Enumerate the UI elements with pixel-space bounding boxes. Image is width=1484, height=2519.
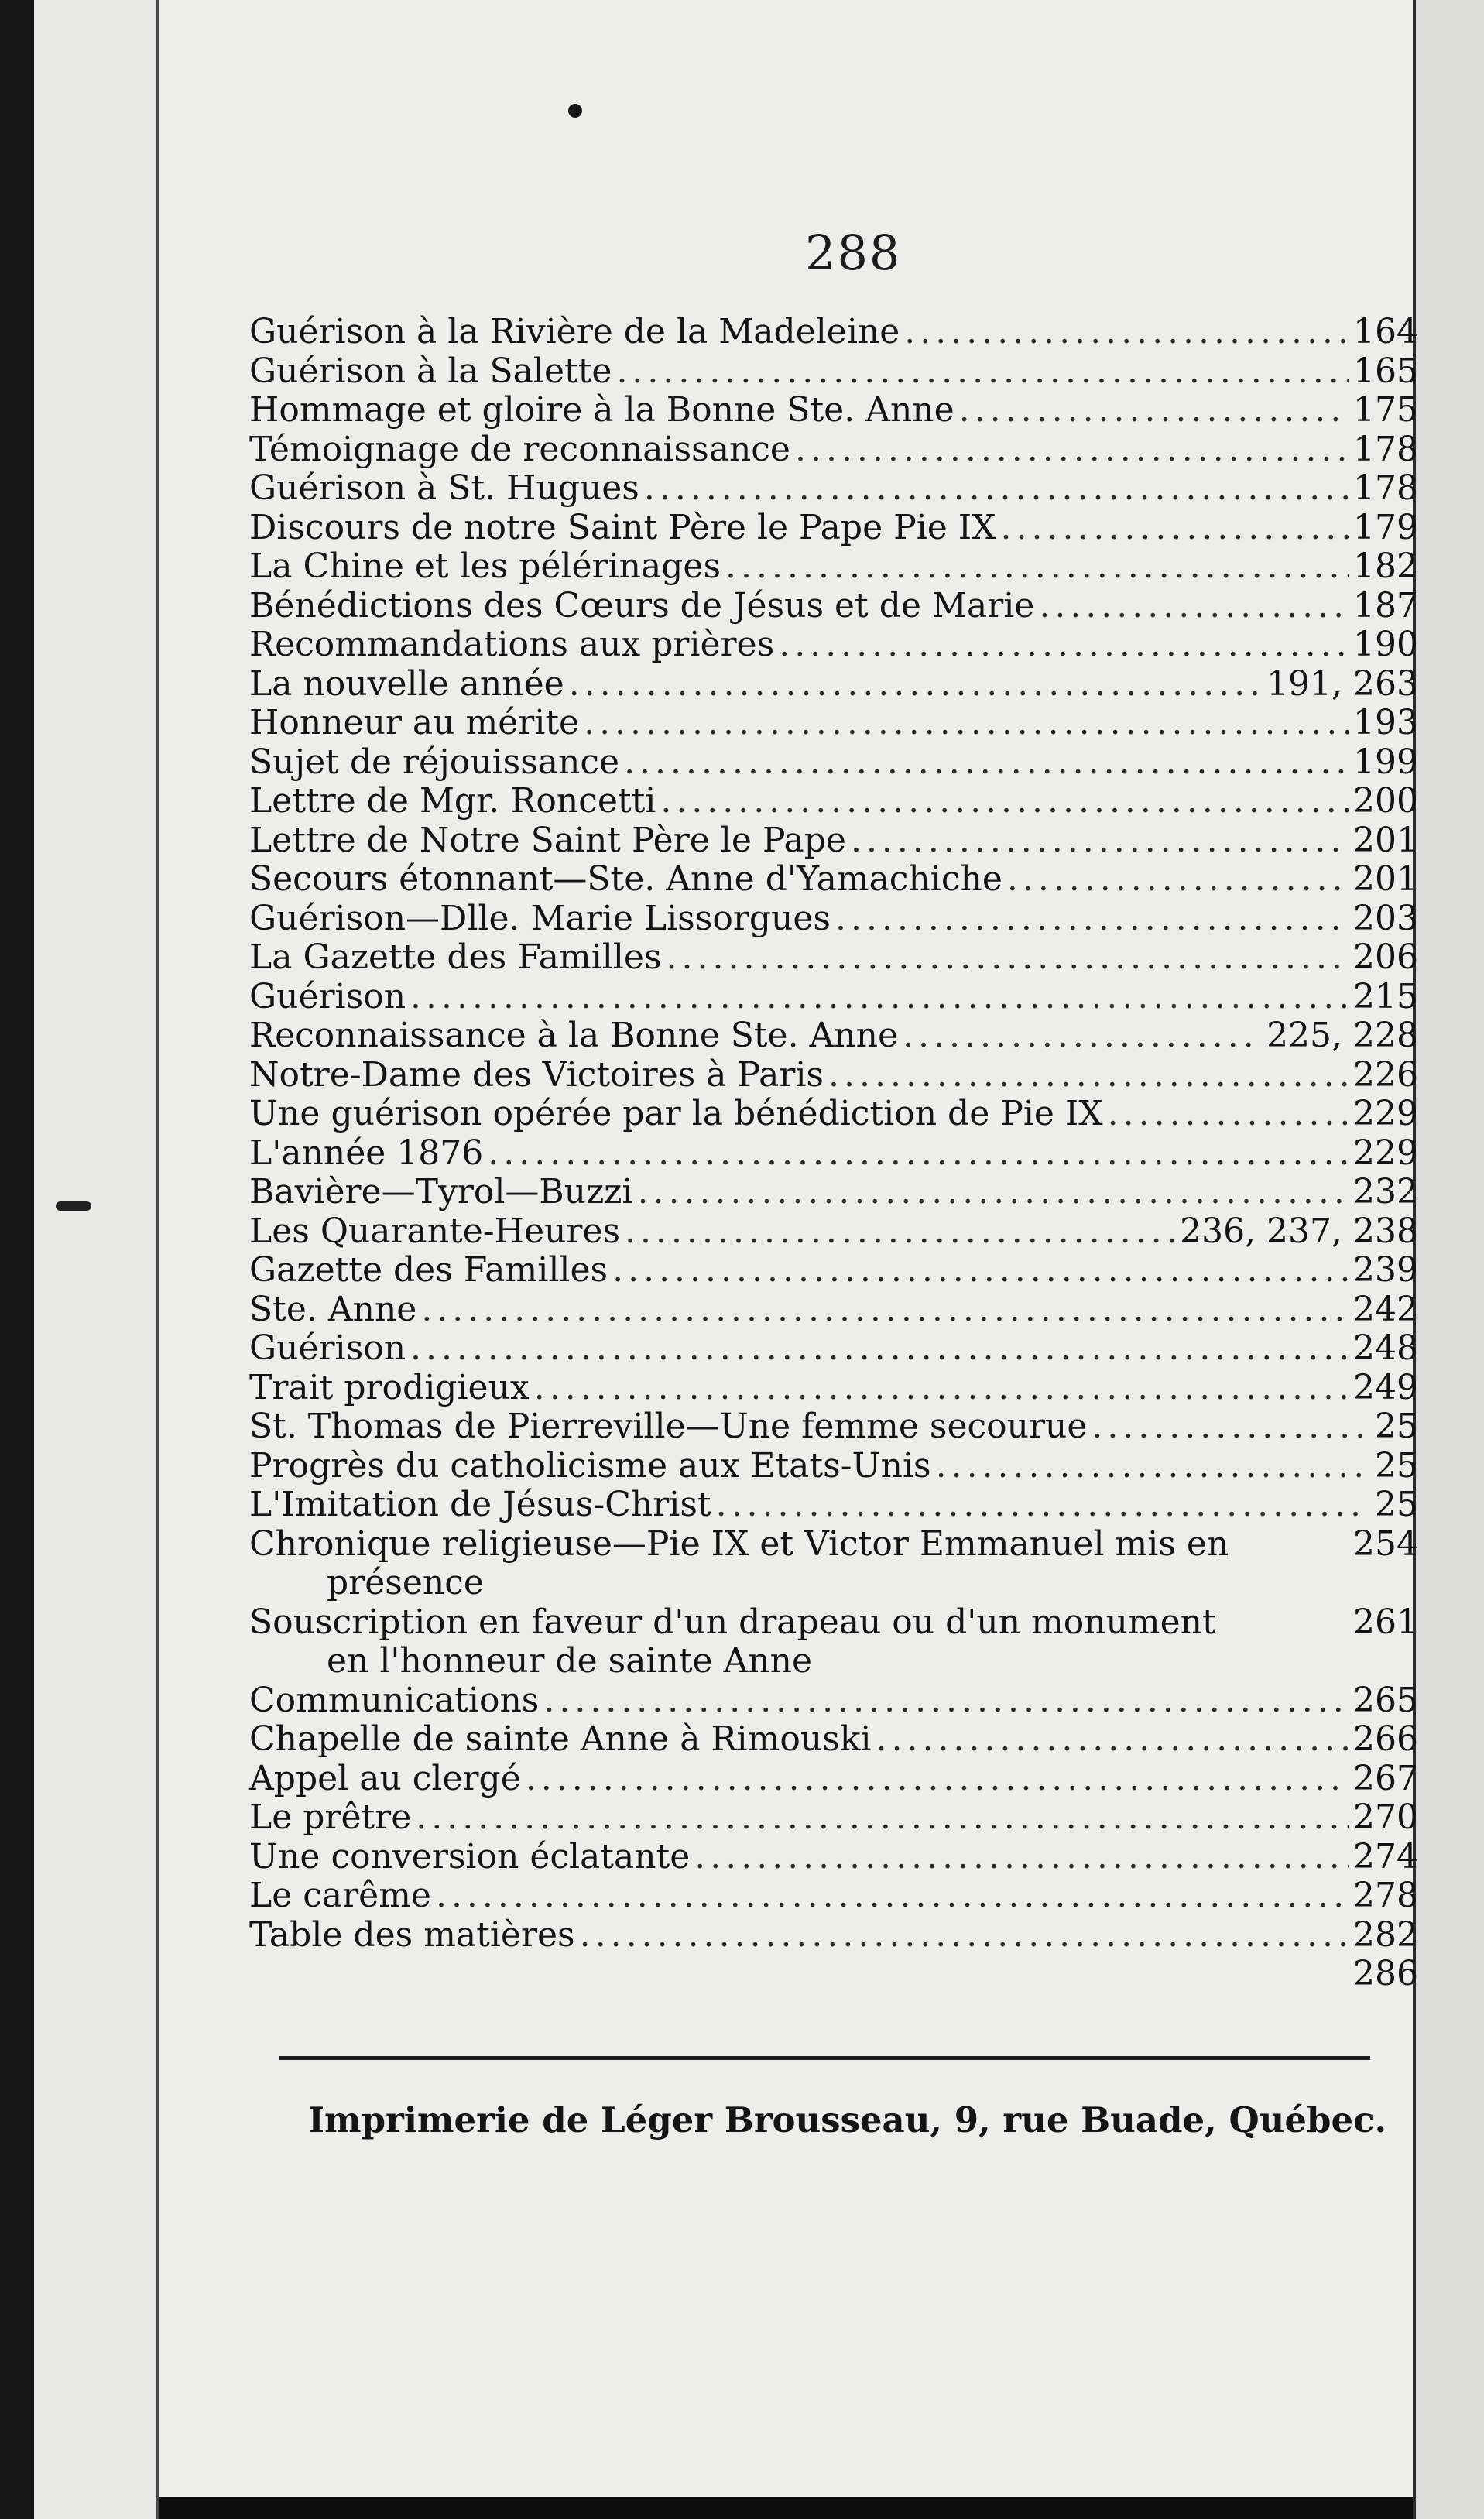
dot-leader <box>410 1329 1349 1369</box>
toc-entry-pages: 254 <box>1353 1523 1418 1564</box>
toc-entry <box>249 1212 1418 1252</box>
toc-entry-pages: 178 <box>1353 468 1418 508</box>
toc-entry <box>249 900 1418 939</box>
dot-leader <box>616 352 1349 392</box>
toc-entry-title: présence <box>327 1563 484 1602</box>
dot-leader <box>660 782 1349 821</box>
toc-entry <box>249 938 1418 978</box>
toc-entry <box>249 1056 1418 1095</box>
table-of-contents <box>249 313 1418 1994</box>
dot-leader <box>959 391 1349 430</box>
dot-leader <box>580 1916 1349 1955</box>
dot-leader <box>1039 587 1349 626</box>
toc-entry-title: Hommage et gloire à la Bonne Ste. Anne <box>249 390 954 430</box>
toc-entry <box>249 625 1418 665</box>
toc-entry-pages: 249 <box>1353 1367 1418 1407</box>
toc-entry-pages: 182 <box>1353 547 1418 586</box>
toc-entry <box>249 1916 1418 1955</box>
toc-entry-title: La Gazette des Familles <box>249 937 662 977</box>
toc-entry-pages: 187 <box>1353 585 1418 625</box>
toc-entry <box>249 1447 1418 1486</box>
toc-entry-pages: 236, 237, 238 <box>1180 1211 1418 1251</box>
dot-leader <box>1092 1407 1367 1447</box>
toc-entry <box>249 1642 1418 1681</box>
toc-entry <box>249 1681 1418 1721</box>
toc-entry <box>249 430 1418 470</box>
dot-leader <box>612 1251 1349 1290</box>
toc-entry-pages: 226 <box>1353 1054 1418 1095</box>
toc-entry-pages: 165 <box>1353 351 1418 391</box>
toc-entry <box>249 1603 1418 1643</box>
toc-entry <box>249 1173 1418 1212</box>
toc-entry <box>249 1798 1418 1838</box>
toc-entry-title: Guérison à la Salette <box>249 351 612 391</box>
dot-leader <box>1108 1095 1349 1134</box>
dot-leader <box>828 1056 1349 1095</box>
dot-leader <box>543 1681 1349 1721</box>
toc-entry-pages: 201 <box>1353 859 1418 899</box>
toc-entry-pages: 229 <box>1353 1133 1418 1173</box>
toc-entry <box>249 547 1418 587</box>
dot-leader <box>410 978 1349 1017</box>
dot-leader <box>716 1486 1367 1525</box>
toc-entry-title: Trait prodigieux <box>249 1367 530 1407</box>
toc-entry-pages: 190 <box>1353 625 1418 664</box>
toc-entry <box>249 665 1418 704</box>
toc-entry-pages: 178 <box>1353 429 1418 469</box>
toc-entry-title: Honneur au mérite <box>249 703 580 742</box>
toc-entry <box>249 821 1418 861</box>
toc-entry <box>249 1290 1418 1330</box>
toc-entry-pages: 25 <box>1375 1445 1418 1486</box>
dot-leader <box>903 1016 1262 1056</box>
dot-leader <box>638 1173 1349 1212</box>
toc-entry-pages: 267 <box>1353 1758 1418 1798</box>
toc-entry-pages: 282 <box>1353 1914 1418 1955</box>
toc-entry-pages: 193 <box>1353 703 1418 742</box>
toc-entry-title: Guérison à la Rivière de la Madeleine <box>249 312 900 351</box>
toc-entry-title: Le prêtre <box>249 1798 412 1837</box>
toc-entry-title: Gazette des Familles <box>249 1250 608 1290</box>
dot-leader <box>526 1760 1349 1799</box>
toc-entry <box>249 509 1418 548</box>
printer-dot <box>568 104 582 118</box>
toc-entry <box>249 1095 1418 1134</box>
page-right-edge <box>1413 0 1484 2519</box>
dot-leader <box>625 1212 1175 1252</box>
dot-leader <box>936 1447 1367 1486</box>
toc-entry-pages: 25 <box>1375 1485 1418 1524</box>
toc-entry-pages: 232 <box>1353 1172 1418 1212</box>
toc-entry-title: Les Quarante-Heures <box>249 1211 621 1251</box>
toc-entry-pages: 199 <box>1353 742 1418 782</box>
toc-entry-title: Lettre de Mgr. Roncetti <box>249 781 656 821</box>
toc-entry <box>249 1369 1418 1408</box>
toc-entry <box>249 1720 1418 1760</box>
toc-entry-pages: 248 <box>1353 1328 1418 1368</box>
toc-entry-title: Témoignage de reconnaissance <box>249 429 790 469</box>
margin-mark <box>56 1201 91 1211</box>
toc-entry <box>249 782 1418 821</box>
toc-entry-title: Guérison <box>249 1328 406 1368</box>
toc-entry <box>249 1525 1418 1565</box>
toc-entry-title: Guérison—Dlle. Marie Lissorgues <box>249 898 831 938</box>
dot-leader <box>667 938 1349 978</box>
dot-leader <box>534 1369 1349 1408</box>
dot-leader <box>416 1798 1349 1838</box>
toc-entry-pages: 265 <box>1353 1680 1418 1720</box>
toc-entry-pages: 206 <box>1353 937 1418 977</box>
toc-entry-pages: 203 <box>1353 898 1418 938</box>
toc-entry <box>249 743 1418 783</box>
toc-entry-title: Chronique religieuse—Pie IX et Victor Emmanuel mis en <box>249 1523 1229 1564</box>
dot-leader <box>904 313 1349 352</box>
toc-entry <box>249 1016 1418 1056</box>
toc-entry-title: Guérison <box>249 976 406 1016</box>
dot-leader <box>421 1290 1349 1330</box>
toc-entry-pages: 270 <box>1353 1798 1418 1837</box>
toc-entry-title: L'Imitation de Jésus-Christ <box>249 1485 711 1524</box>
toc-entry-title: Table des matières <box>249 1914 575 1955</box>
toc-entry-pages: 191, 263 <box>1266 663 1418 704</box>
toc-entry-pages: 278 <box>1353 1876 1418 1915</box>
toc-entry <box>249 313 1418 352</box>
dot-leader <box>795 430 1349 470</box>
toc-entry <box>249 1876 1418 1916</box>
toc-entry <box>249 1760 1418 1799</box>
toc-entry-title: Recommandations aux prières <box>249 625 775 664</box>
dot-leader <box>835 900 1349 939</box>
dot-leader <box>624 743 1349 783</box>
toc-entry-title: Souscription en faveur d'un drapeau ou d'un monument <box>249 1602 1216 1642</box>
toc-entry <box>249 1564 1418 1603</box>
toc-entry-title: Progrès du catholicisme aux Etats-Unis <box>249 1445 931 1486</box>
toc-entry-title: Secours étonnant—Ste. Anne d'Yamachiche <box>249 859 1002 899</box>
toc-entry-title: La nouvelle année <box>249 663 564 704</box>
toc-entry-title: Une conversion éclatante <box>249 1836 691 1876</box>
toc-entry <box>249 1251 1418 1290</box>
toc-entry-title: Communications <box>249 1680 540 1720</box>
toc-entry <box>249 1838 1418 1877</box>
page-number: 288 <box>805 224 902 281</box>
toc-entry <box>249 352 1418 392</box>
dot-leader <box>725 547 1349 587</box>
toc-entry-title: Reconnaissance à la Bonne Ste. Anne <box>249 1016 899 1055</box>
toc-entry-title: Appel au clergé <box>249 1758 521 1798</box>
dot-leader <box>1001 509 1349 548</box>
toc-entry-pages: 242 <box>1353 1289 1418 1329</box>
toc-entry <box>249 704 1418 743</box>
toc-entry <box>249 1955 1418 1994</box>
dot-leader <box>488 1134 1349 1174</box>
toc-entry-title: Lettre de Notre Saint Père le Pape <box>249 820 846 860</box>
toc-entry-pages: 286 <box>1353 1954 1418 1993</box>
toc-entry-title: Sujet de réjouissance <box>249 742 620 782</box>
dot-leader <box>851 821 1349 861</box>
toc-entry-title: Guérison à St. Hugues <box>249 468 639 508</box>
printer-imprint: Imprimerie de Léger Brousseau, 9, rue Buade, Québec. <box>308 2099 1387 2140</box>
toc-entry-title: Notre-Dame des Victoires à Paris <box>249 1054 824 1095</box>
toc-entry <box>249 469 1418 509</box>
toc-entry-title: en l'honneur de sainte Anne <box>327 1641 813 1681</box>
toc-entry-title: Une guérison opérée par la bénédiction de Pie IX <box>249 1094 1103 1133</box>
dot-leader <box>644 469 1349 509</box>
toc-entry-pages: 25 <box>1375 1407 1418 1446</box>
toc-entry-title: Discours de notre Saint Père le Pape Pie IX <box>249 507 996 547</box>
dot-leader <box>1007 860 1349 900</box>
toc-entry-pages: 215 <box>1353 976 1418 1016</box>
toc-entry-title: Ste. Anne <box>249 1289 417 1329</box>
toc-entry <box>249 978 1418 1017</box>
dot-leader <box>584 704 1349 743</box>
scan-left-border <box>0 0 34 2519</box>
toc-entry <box>249 391 1418 430</box>
toc-entry-pages: 179 <box>1353 507 1418 547</box>
toc-entry <box>249 1134 1418 1174</box>
toc-entry-pages: 266 <box>1353 1719 1418 1759</box>
toc-entry-title: Chapelle de sainte Anne à Rimouski <box>249 1719 872 1759</box>
dot-leader <box>779 625 1349 665</box>
toc-entry-title: La Chine et les pélérinages <box>249 547 721 586</box>
toc-entry-pages: 229 <box>1353 1094 1418 1133</box>
toc-entry-title: Le carême <box>249 1876 431 1915</box>
toc-entry-pages: 164 <box>1353 312 1418 351</box>
dot-leader <box>436 1876 1349 1916</box>
toc-entry-pages: 175 <box>1353 390 1418 430</box>
dot-leader <box>876 1720 1349 1760</box>
toc-entry-pages: 274 <box>1353 1836 1418 1876</box>
facing-page-edge <box>34 0 159 2519</box>
toc-entry <box>249 1486 1418 1525</box>
toc-entry-pages: 239 <box>1353 1250 1418 1290</box>
toc-entry-pages: 200 <box>1353 781 1418 821</box>
toc-entry-pages: 225, 228 <box>1266 1016 1418 1055</box>
toc-entry <box>249 1407 1418 1447</box>
toc-entry <box>249 1329 1418 1369</box>
toc-entry-pages: 261 <box>1353 1602 1418 1642</box>
toc-entry-title: Bavière—Tyrol—Buzzi <box>249 1172 633 1212</box>
imprint-divider <box>279 2056 1370 2060</box>
toc-entry-title: L'année 1876 <box>249 1133 484 1173</box>
toc-entry-title: Bénédictions des Cœurs de Jésus et de Marie <box>249 585 1035 625</box>
dot-leader <box>694 1838 1349 1877</box>
toc-entry-title: St. Thomas de Pierreville—Une femme secourue <box>249 1407 1088 1446</box>
dot-leader <box>569 665 1262 704</box>
toc-entry <box>249 860 1418 900</box>
toc-entry-pages: 201 <box>1353 820 1418 860</box>
toc-entry <box>249 587 1418 626</box>
